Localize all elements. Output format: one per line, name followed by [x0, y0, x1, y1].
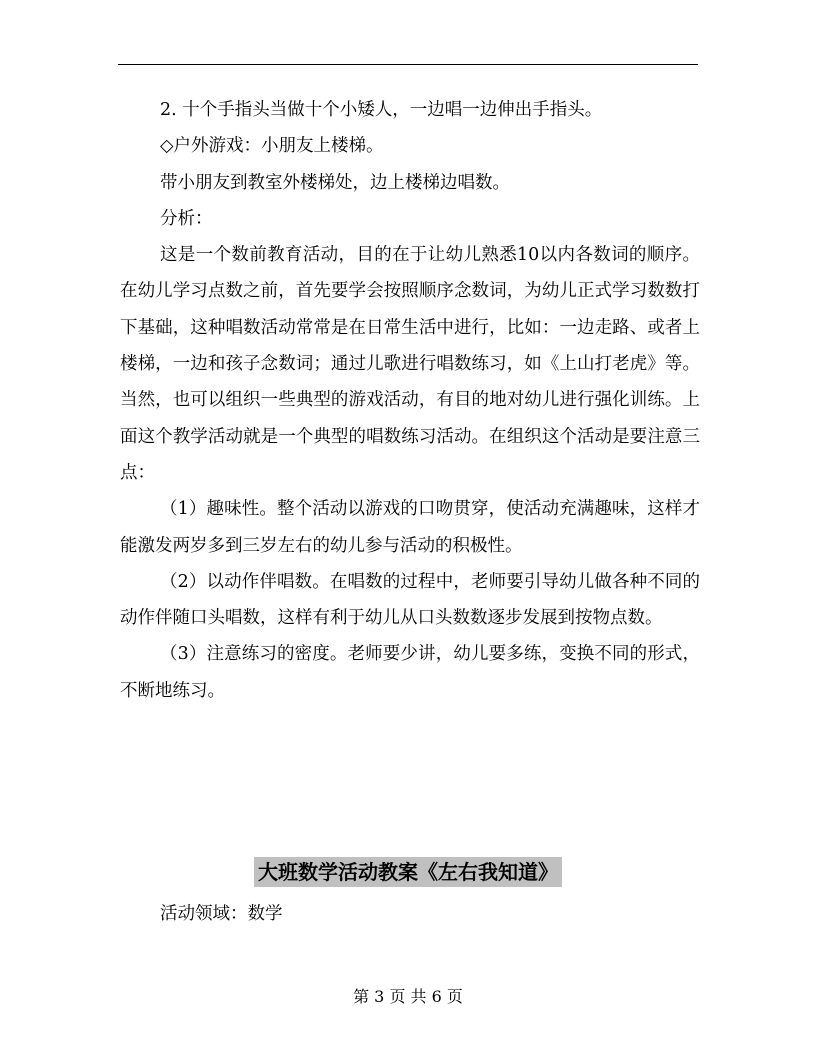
paragraph-step-2: 2. 十个手指头当做十个小矮人，一边唱一边伸出手指头。	[160, 100, 603, 120]
paragraph-analysis-heading: 分析：	[160, 208, 213, 229]
page-footer: 第 3 页 共 6 页	[353, 987, 463, 1006]
section-title	[0, 857, 816, 887]
paragraph-point-1: （1）趣味性。整个活动以游戏的口吻贯穿，使活动充满趣味，这样才能激发两岁多到三岁左右的幼儿参与活动的积极性。	[120, 499, 700, 556]
activity-field: 活动领域：数学	[160, 904, 283, 924]
section-title-text: 大班数学活动教案《左右我知道》	[254, 857, 562, 887]
document-body	[120, 92, 700, 709]
paragraph-game-instruction: 带小朋友到教室外楼梯处，边上楼梯边唱数。	[160, 172, 510, 193]
paragraph-point-3: （3）注意练习的密度。老师要少讲，幼儿要多练，变换不同的形式，不断地练习。	[120, 644, 700, 701]
paragraph-outdoor-game: ◇户外游戏：小朋友上楼梯。	[160, 136, 384, 157]
header-rule	[118, 64, 698, 65]
paragraph-point-2: （2）以动作伴唱数。在唱数的过程中，老师要引导幼儿做各种不同的动作伴随口头唱数，这样有利于幼儿从口头数数逐步发展到按物点数。	[120, 571, 700, 629]
paragraph-analysis-body: 这是一个数前教育活动，目的在于让幼儿熟悉10以内各数词的顺序。在幼儿学习点数之前，首先要学会按照顺序念数词，为幼儿正式学习数数打下基础，这种唱数活动常常是在日常生活中进行，比如：一边走路、或者上楼梯，一边和孩子念数词；通过儿歌进行唱数练习，如《上山打老虎》等。当然，也可以组织一些典型的游戏活动，有目的地对幼儿进行强化训练。上面这个教学活动就是一个典型的唱数练习活动。在组织这个活动是要注意三点：	[120, 245, 700, 483]
